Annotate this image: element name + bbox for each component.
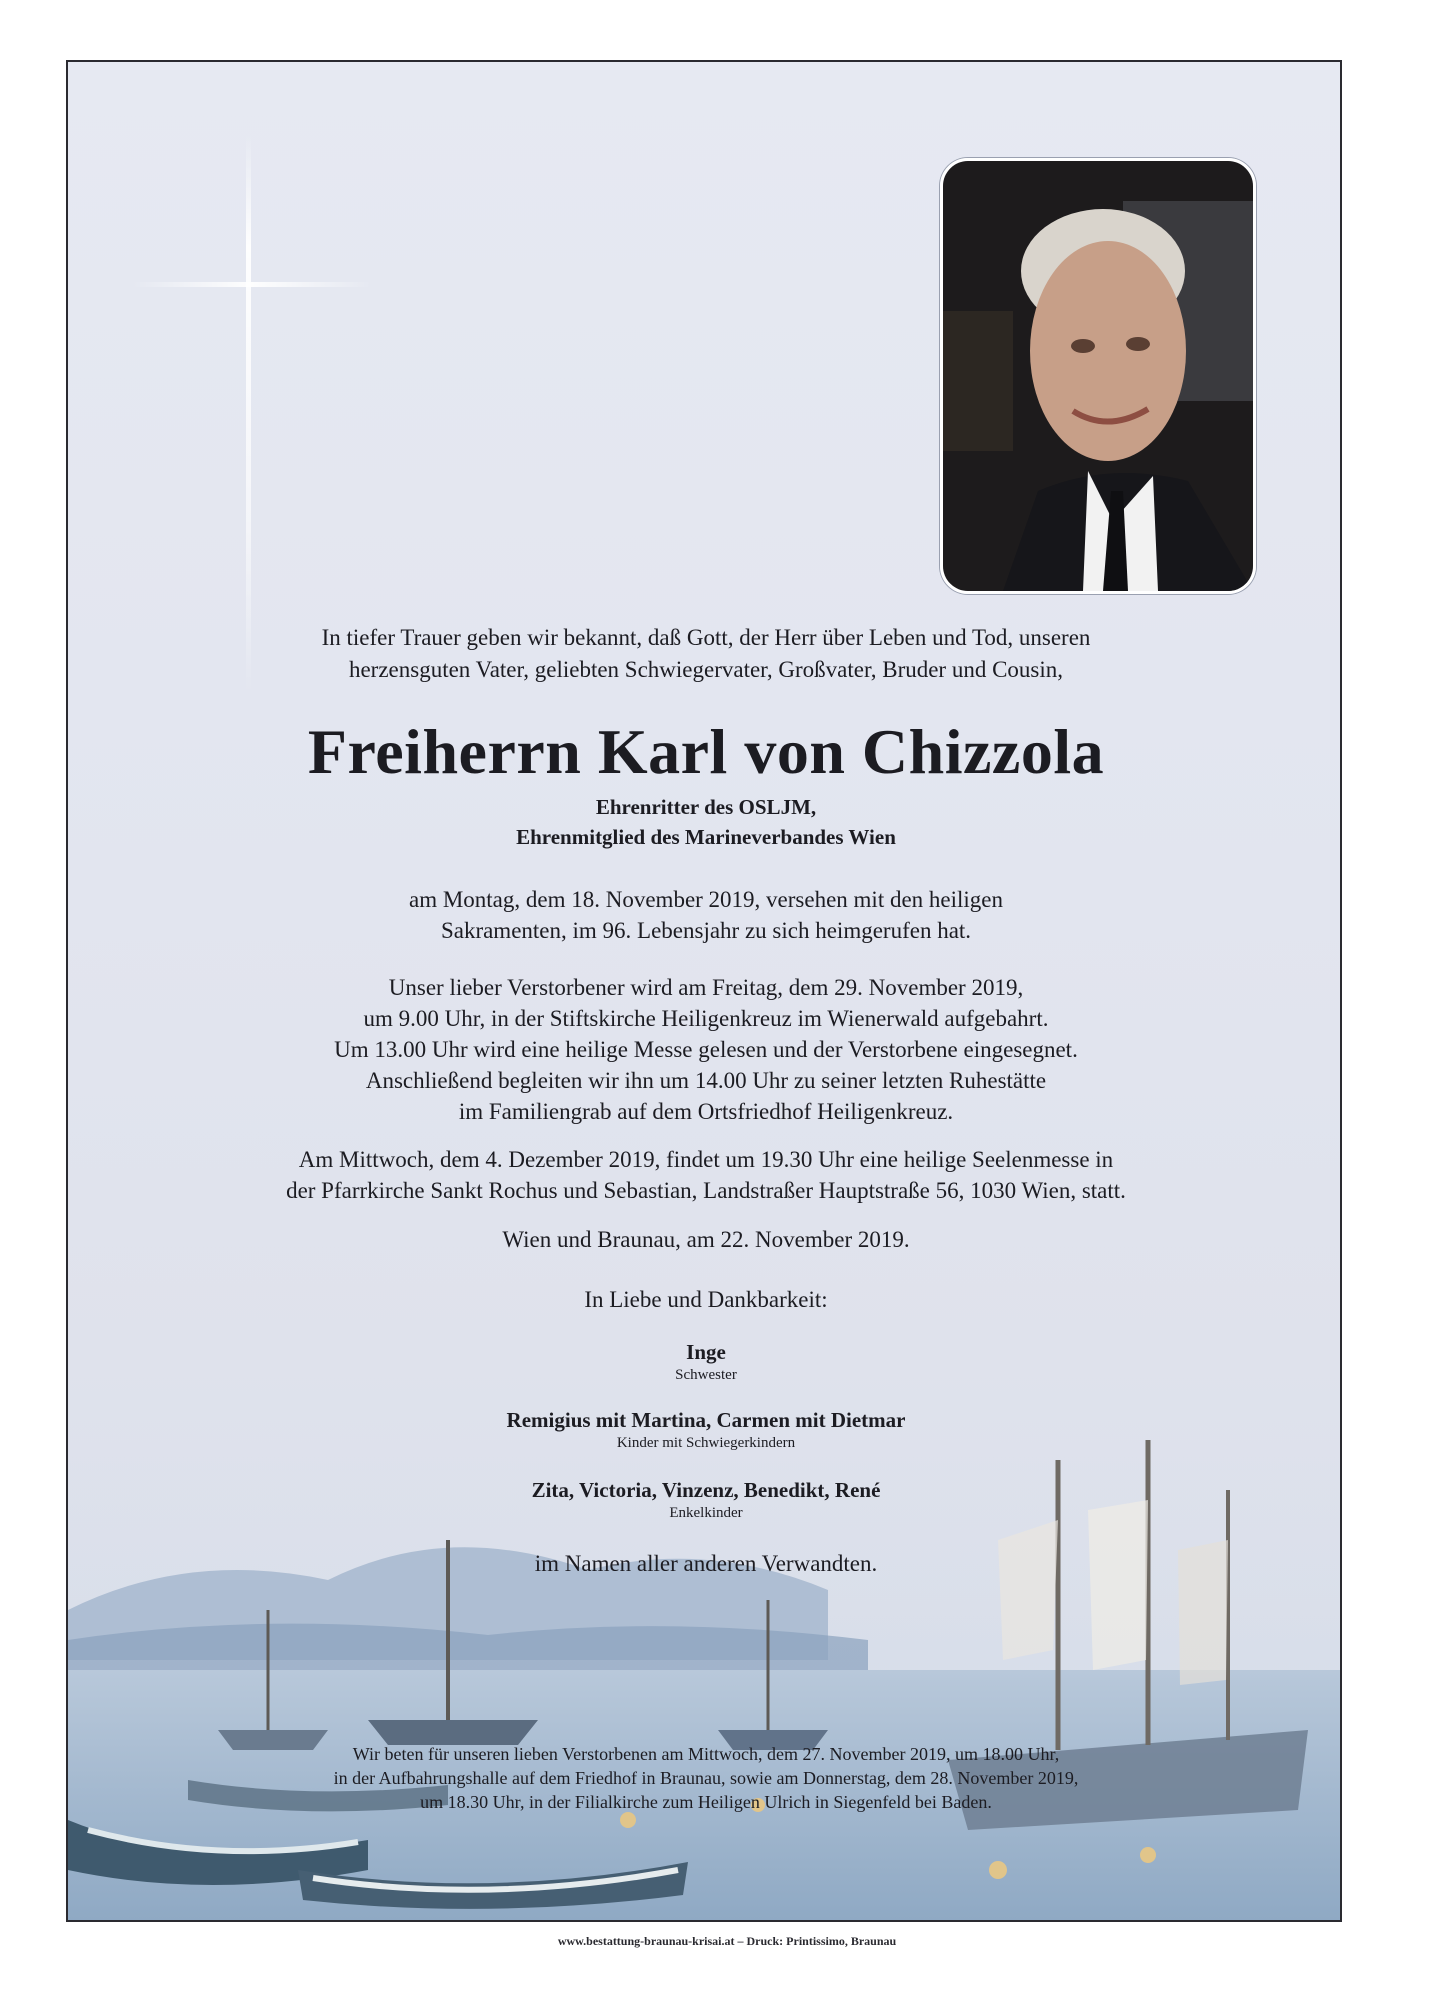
paragraph-line: um 9.00 Uhr, in der Stiftskirche Heiligenkreuz im Wienerwald aufgebahrt. bbox=[363, 1006, 1049, 1031]
honors bbox=[68, 792, 1342, 852]
notice-line: um 18.30 Uhr, in der Filialkirche zum Heiligen Ulrich in Siegenfeld bei Baden. bbox=[420, 1792, 992, 1812]
deceased-name: Freiherrn Karl von Chizzola bbox=[307, 716, 1105, 787]
paragraph-line: Anschließend begleiten wir ihn um 14.00 Uhr zu seiner letzten Ruhestätte bbox=[365, 1068, 1047, 1093]
place-date: Wien und Braunau, am 22. November 2019. bbox=[502, 1227, 910, 1252]
paragraph-line: Unser lieber Verstorbener wird am Freitag, dem 29. November 2019, bbox=[388, 975, 1024, 1000]
closing-text: In Liebe und Dankbarkeit: bbox=[584, 1287, 828, 1312]
other-relatives: im Namen aller anderen Verwandten. bbox=[534, 1551, 878, 1576]
family-names: Inge bbox=[686, 1340, 726, 1364]
intro-line: herzensguten Vater, geliebten Schwiegervater, Großvater, Bruder und Cousin, bbox=[348, 657, 1064, 682]
family-role: Schwester bbox=[675, 1367, 737, 1383]
requiem-paragraph bbox=[68, 1144, 1342, 1206]
paragraph-line: Um 13.00 Uhr wird eine heilige Messe gelesen und der Verstorbene eingesegnet. bbox=[334, 1037, 1078, 1062]
intro-line: In tiefer Trauer geben wir bekannt, daß Gott, der Herr über Leben und Tod, unseren bbox=[321, 625, 1091, 650]
family-group bbox=[68, 1338, 1342, 1384]
family-names: Zita, Victoria, Vinzenz, Benedikt, René bbox=[531, 1478, 881, 1502]
notice-line: in der Aufbahrungshalle auf dem Friedhof in Braunau, sowie am Donnerstag, dem 28. November 2019, bbox=[333, 1768, 1079, 1788]
portrait-image bbox=[943, 161, 1253, 591]
cross-icon bbox=[132, 134, 372, 694]
paragraph-line: Sakramenten, im 96. Lebensjahr zu sich heimgerufen hat. bbox=[440, 918, 972, 943]
paragraph-line: im Familiengrab auf dem Ortsfriedhof Heiligenkreuz. bbox=[458, 1099, 954, 1124]
intro-text bbox=[68, 622, 1342, 686]
family-names: Remigius mit Martina, Carmen mit Dietmar bbox=[506, 1408, 906, 1432]
family-group bbox=[68, 1406, 1342, 1452]
obituary-card bbox=[66, 60, 1342, 1922]
prayer-notice bbox=[68, 1742, 1342, 1814]
notice-line: Wir beten für unseren lieben Verstorbenen am Mittwoch, dem 27. November 2019, um 18.00 Uhr, bbox=[352, 1744, 1060, 1764]
paragraph-line: Am Mittwoch, dem 4. Dezember 2019, findet um 19.30 Uhr eine heilige Seelenmesse in bbox=[298, 1147, 1114, 1172]
footer-credit: www.bestattung-braunau-krisai.at – Druck: Printissimo, Braunau bbox=[557, 1934, 897, 1948]
funeral-paragraph bbox=[68, 972, 1342, 1127]
death-paragraph bbox=[68, 884, 1342, 946]
honor-line: Ehrenmitglied des Marineverbandes Wien bbox=[516, 825, 896, 849]
honor-line: Ehrenritter des OSLJM, bbox=[595, 795, 817, 819]
portrait-photo bbox=[940, 158, 1256, 594]
family-group bbox=[68, 1476, 1342, 1522]
paragraph-line: am Montag, dem 18. November 2019, versehen mit den heiligen bbox=[408, 887, 1004, 912]
family-role: Enkelkinder bbox=[669, 1505, 743, 1521]
family-role: Kinder mit Schwiegerkindern bbox=[616, 1435, 796, 1451]
paragraph-line: der Pfarrkirche Sankt Rochus und Sebastian, Landstraßer Hauptstraße 56, 1030 Wien, statt. bbox=[286, 1178, 1126, 1203]
